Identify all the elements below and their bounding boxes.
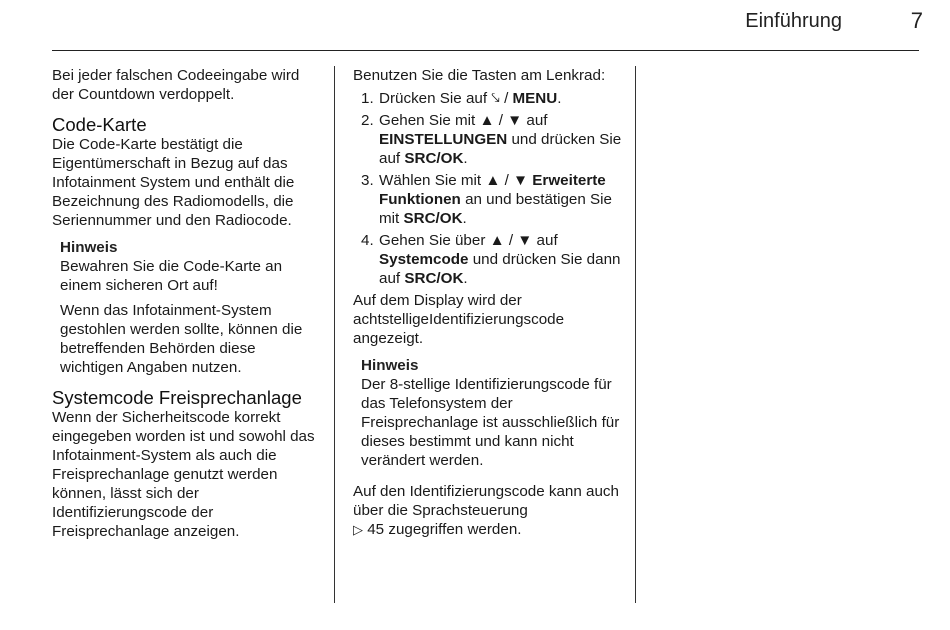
code-karte-body: Die Code-Karte bestätigt die Eigentümerschaft in Bezug auf das Infotainment System und enthält die Bezeichnung des Radiomodells, die Seriennummer und den Radiocode. [52,136,295,229]
phone-icon: ⤥ [491,90,500,107]
intro-paragraph: Bei jeder falschen Codeeingabe wird der Countdown verdoppelt. [52,67,300,103]
column-divider-left [334,66,335,603]
key-label: EINSTELLUNGEN [379,131,508,148]
step-item: 2. Gehen Sie mit ▲ / ▼ auf EINSTELLUNGEN und drücken Sie auf SRC/OK. [361,112,622,167]
column-divider-right [635,66,636,603]
key-label: SRC/OK [403,210,463,227]
display-paragraph: Auf dem Display wird der achtstelligeIdentifizierungscode angezeigt. [353,292,565,347]
page-reference-arrow-icon: ▷ [353,522,363,537]
step-item: 3. Wählen Sie mit ▲ / ▼ Erweiterte Funktionen an und bestätigen Sie mit SRC/OK. [361,172,612,227]
step-number: 2. [361,112,374,129]
note-title: Hinweis [60,239,118,256]
step-item: 1. Drücken Sie auf ⤥ / MENU. [361,90,562,107]
page-number: 7 [910,8,923,33]
left-column [52,66,322,541]
steps-list [353,89,623,288]
note-box [60,238,322,377]
key-label: MENU [512,90,558,107]
note-title: Hinweis [361,357,419,374]
step-item: 4. Gehen Sie über ▲ / ▼ auf Systemcode und drücken Sie dann auf SRC/OK. [361,232,621,287]
key-label: Erweiterte Funktionen [379,172,606,208]
key-label: SRC/OK [404,150,464,167]
page-header-title: Einführung [745,10,842,32]
systemcode-body: Wenn der Sicherheitscode korrekt eingegeben worden ist und sowohl das Infotainment-System als auch die Freisprechanlage genutzt werden können, lässt sich der Identifizierungscode der Freisprechanlage anzeigen. [52,409,315,540]
outro-paragraph: Auf den Identifizierungscode kann auch über die Sprachsteuerung ▷ 45 zugegriffen werden. [353,483,619,538]
middle-column [353,66,623,539]
note-paragraph: Bewahren Sie die Code-Karte an einem sicheren Ort auf! [60,258,283,294]
step-number: 3. [361,172,374,189]
page-header [0,0,950,52]
step-number: 4. [361,232,374,249]
steps-intro: Benutzen Sie die Tasten am Lenkrad: [353,67,606,84]
note-paragraph: Wenn das Infotainment-System gestohlen werden sollte, können die betreffenden Behörden diese wichtigen Angaben nutzen. [60,302,303,376]
page-reference-link[interactable]: 45 [367,521,385,538]
section-title-systemcode: Systemcode Freisprechanlage [52,387,302,408]
key-label: Systemcode [379,251,469,268]
step-number: 1. [361,90,374,107]
section-title-code-karte: Code-Karte [52,114,147,135]
header-divider [52,50,919,51]
note-paragraph: Der 8-stellige Identifizierungscode für das Telefonsystem der Freisprechanlage ist ausschließlich für dieses bestimmt und kann nicht verändert werden. [361,376,620,469]
note-box [361,356,623,470]
key-label: SRC/OK [404,270,464,287]
